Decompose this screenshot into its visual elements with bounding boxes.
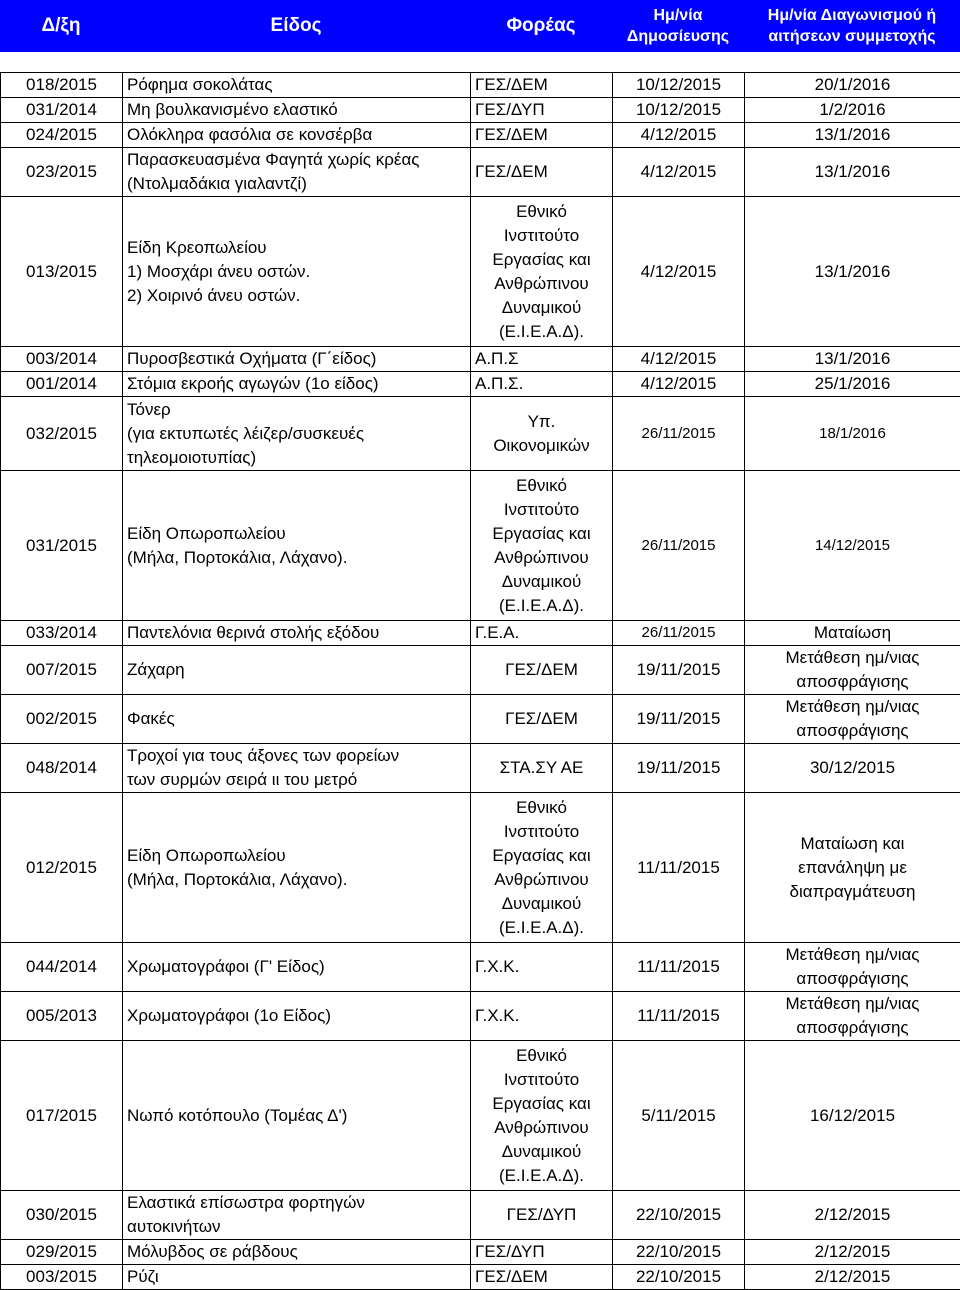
- row-publication-date: 22/10/2015: [613, 1191, 745, 1240]
- row-agency: ΓΕΣ/ΔΥΠ: [471, 1191, 613, 1240]
- row-agency: Α.Π.Σ.: [471, 372, 613, 397]
- row-agency: Εθνικό Ινστιτούτο Εργασίας και Ανθρώπινου Δυναμικού (Ε.Ι.Ε.Α.Δ).: [471, 793, 613, 943]
- row-competition-date: Μετάθεση ημ/νιας αποσφράγισης: [745, 695, 960, 744]
- row-competition-date: 14/12/2015: [745, 471, 960, 621]
- row-publication-date: 4/12/2015: [613, 197, 745, 347]
- row-agency: ΓΕΣ/ΔΕΜ: [471, 646, 613, 695]
- row-agency: ΓΕΣ/ΔΕΜ: [471, 148, 613, 197]
- row-agency: ΓΕΣ/ΔΕΜ: [471, 73, 613, 98]
- row-item: Παρασκευασμένα Φαγητά χωρίς κρέας (Ντολμαδάκια γιαλαντζί): [123, 148, 471, 197]
- row-agency: Γ.Ε.Α.: [471, 621, 613, 646]
- row-item: Φακές: [123, 695, 471, 744]
- row-competition-date: Ματαίωση και επανάληψη με διαπραγμάτευση: [745, 793, 960, 943]
- tenders-table: [0, 72, 960, 1290]
- row-agency: ΓΕΣ/ΔΕΜ: [471, 123, 613, 148]
- row-competition-date: 2/12/2015: [745, 1240, 960, 1265]
- row-competition-date: 13/1/2016: [745, 148, 960, 197]
- row-id: 023/2015: [1, 148, 123, 197]
- row-id: 029/2015: [1, 1240, 123, 1265]
- table-row: [1, 397, 960, 471]
- row-publication-date: 11/11/2015: [613, 992, 745, 1041]
- row-publication-date: 19/11/2015: [613, 695, 745, 744]
- row-publication-date: 5/11/2015: [613, 1041, 745, 1191]
- row-competition-date: 30/12/2015: [745, 744, 960, 793]
- row-publication-date: 26/11/2015: [613, 397, 745, 471]
- row-id: 024/2015: [1, 123, 123, 148]
- table-row: [1, 943, 960, 992]
- row-item: Είδη Οπωροπωλείου (Μήλα, Πορτοκάλια, Λάχανο).: [123, 471, 471, 621]
- table-row: [1, 73, 960, 98]
- table-row: [1, 1191, 960, 1240]
- row-id: 003/2014: [1, 347, 123, 372]
- row-item: Είδη Κρεοπωλείου 1) Μοσχάρι άνευ οστών. 2) Χοιρινό άνευ οστών.: [123, 197, 471, 347]
- row-id: 007/2015: [1, 646, 123, 695]
- row-item: Ρύζι: [123, 1265, 471, 1290]
- row-id: 032/2015: [1, 397, 123, 471]
- row-item: Μη βουλκανισμένο ελαστικό: [123, 98, 471, 123]
- table-header: [0, 0, 960, 52]
- table-row: [1, 347, 960, 372]
- table-row: [1, 695, 960, 744]
- table-row: [1, 372, 960, 397]
- row-publication-date: 26/11/2015: [613, 471, 745, 621]
- row-item: Είδη Οπωροπωλείου (Μήλα, Πορτοκάλια, Λάχανο).: [123, 793, 471, 943]
- row-agency: Εθνικό Ινστιτούτο Εργασίας και Ανθρώπινου Δυναμικού (Ε.Ι.Ε.Α.Δ).: [471, 471, 613, 621]
- row-item: Ελαστικά επίσωστρα φορτηγών αυτοκινήτων: [123, 1191, 471, 1240]
- row-publication-date: 4/12/2015: [613, 123, 745, 148]
- row-competition-date: 16/12/2015: [745, 1041, 960, 1191]
- table-row: [1, 197, 960, 347]
- row-item: Μόλυβδος σε ράβδους: [123, 1240, 471, 1265]
- row-id: 001/2014: [1, 372, 123, 397]
- table-row: [1, 1041, 960, 1191]
- header-publication-date: Ημ/νία Δημοσίευσης: [612, 0, 744, 52]
- row-agency: ΓΕΣ/ΔΕΜ: [471, 695, 613, 744]
- row-id: 003/2015: [1, 1265, 123, 1290]
- row-id: 031/2015: [1, 471, 123, 621]
- row-item: Χρωματογράφοι (Γ' Είδος): [123, 943, 471, 992]
- row-id: 018/2015: [1, 73, 123, 98]
- row-id: 031/2014: [1, 98, 123, 123]
- row-id: 005/2013: [1, 992, 123, 1041]
- row-competition-date: Μετάθεση ημ/νιας αποσφράγισης: [745, 992, 960, 1041]
- row-id: 012/2015: [1, 793, 123, 943]
- row-publication-date: 10/12/2015: [613, 73, 745, 98]
- row-publication-date: 10/12/2015: [613, 98, 745, 123]
- row-competition-date: 2/12/2015: [745, 1191, 960, 1240]
- row-competition-date: 13/1/2016: [745, 123, 960, 148]
- row-item: Ρόφημα σοκολάτας: [123, 73, 471, 98]
- row-publication-date: 11/11/2015: [613, 793, 745, 943]
- row-id: 048/2014: [1, 744, 123, 793]
- row-publication-date: 22/10/2015: [613, 1240, 745, 1265]
- row-agency: ΣΤΑ.ΣΥ ΑΕ: [471, 744, 613, 793]
- row-item: Ζάχαρη: [123, 646, 471, 695]
- row-competition-date: Μετάθεση ημ/νιας αποσφράγισης: [745, 646, 960, 695]
- row-agency: Α.Π.Σ: [471, 347, 613, 372]
- row-publication-date: 4/12/2015: [613, 372, 745, 397]
- row-item: Νωπό κοτόπουλο (Τομέας Δ'): [123, 1041, 471, 1191]
- table-row: [1, 1240, 960, 1265]
- row-competition-date: 1/2/2016: [745, 98, 960, 123]
- row-publication-date: 11/11/2015: [613, 943, 745, 992]
- row-id: 013/2015: [1, 197, 123, 347]
- row-publication-date: 19/11/2015: [613, 744, 745, 793]
- header-item: Είδος: [122, 0, 470, 52]
- table-row: [1, 123, 960, 148]
- row-id: 030/2015: [1, 1191, 123, 1240]
- row-agency: Γ.Χ.Κ.: [471, 943, 613, 992]
- row-publication-date: 26/11/2015: [613, 621, 745, 646]
- row-item: Τόνερ (για εκτυπωτές λέιζερ/συσκευές τηλεομοιοτυπίας): [123, 397, 471, 471]
- row-competition-date: 20/1/2016: [745, 73, 960, 98]
- row-publication-date: 19/11/2015: [613, 646, 745, 695]
- row-agency: Υπ. Οικονομικών: [471, 397, 613, 471]
- header-agency: Φορέας: [470, 0, 612, 52]
- row-id: 002/2015: [1, 695, 123, 744]
- row-item: Τροχοί για τους άξονες των φορείων των συρμών σειρά ιι του μετρό: [123, 744, 471, 793]
- row-item: Παντελόνια θερινά στολής εξόδου: [123, 621, 471, 646]
- row-item: Χρωματογράφοι (1ο Είδος): [123, 992, 471, 1041]
- row-competition-date: 2/12/2015: [745, 1265, 960, 1290]
- row-competition-date: Ματαίωση: [745, 621, 960, 646]
- row-competition-date: 25/1/2016: [745, 372, 960, 397]
- row-competition-date: 13/1/2016: [745, 197, 960, 347]
- row-competition-date: 18/1/2016: [745, 397, 960, 471]
- row-competition-date: Μετάθεση ημ/νιας αποσφράγισης: [745, 943, 960, 992]
- table-row: [1, 98, 960, 123]
- row-agency: Εθνικό Ινστιτούτο Εργασίας και Ανθρώπινου Δυναμικού (Ε.Ι.Ε.Α.Δ).: [471, 197, 613, 347]
- row-item: Ολόκληρα φασόλια σε κονσέρβα: [123, 123, 471, 148]
- row-publication-date: 4/12/2015: [613, 347, 745, 372]
- table-row: [1, 621, 960, 646]
- table-row: [1, 148, 960, 197]
- row-item: Πυροσβεστικά Οχήματα (Γ΄είδος): [123, 347, 471, 372]
- row-publication-date: 4/12/2015: [613, 148, 745, 197]
- table-row: [1, 1265, 960, 1290]
- row-id: 033/2014: [1, 621, 123, 646]
- table-row: [1, 793, 960, 943]
- header-competition-date: Ημ/νία Διαγωνισμού ή αιτήσεων συμμετοχής: [744, 0, 960, 52]
- row-agency: Εθνικό Ινστιτούτο Εργασίας και Ανθρώπινου Δυναμικού (Ε.Ι.Ε.Α.Δ).: [471, 1041, 613, 1191]
- row-competition-date: 13/1/2016: [745, 347, 960, 372]
- table-row: [1, 744, 960, 793]
- row-publication-date: 22/10/2015: [613, 1265, 745, 1290]
- row-agency: ΓΕΣ/ΔΥΠ: [471, 1240, 613, 1265]
- table-row: [1, 992, 960, 1041]
- table-row: [1, 471, 960, 621]
- row-id: 017/2015: [1, 1041, 123, 1191]
- header-id: Δ/ξη: [0, 0, 122, 52]
- row-agency: ΓΕΣ/ΔΥΠ: [471, 98, 613, 123]
- row-item: Στόμια εκροής αγωγών (1ο είδος): [123, 372, 471, 397]
- row-agency: ΓΕΣ/ΔΕΜ: [471, 1265, 613, 1290]
- row-agency: Γ.Χ.Κ.: [471, 992, 613, 1041]
- table-row: [1, 646, 960, 695]
- row-id: 044/2014: [1, 943, 123, 992]
